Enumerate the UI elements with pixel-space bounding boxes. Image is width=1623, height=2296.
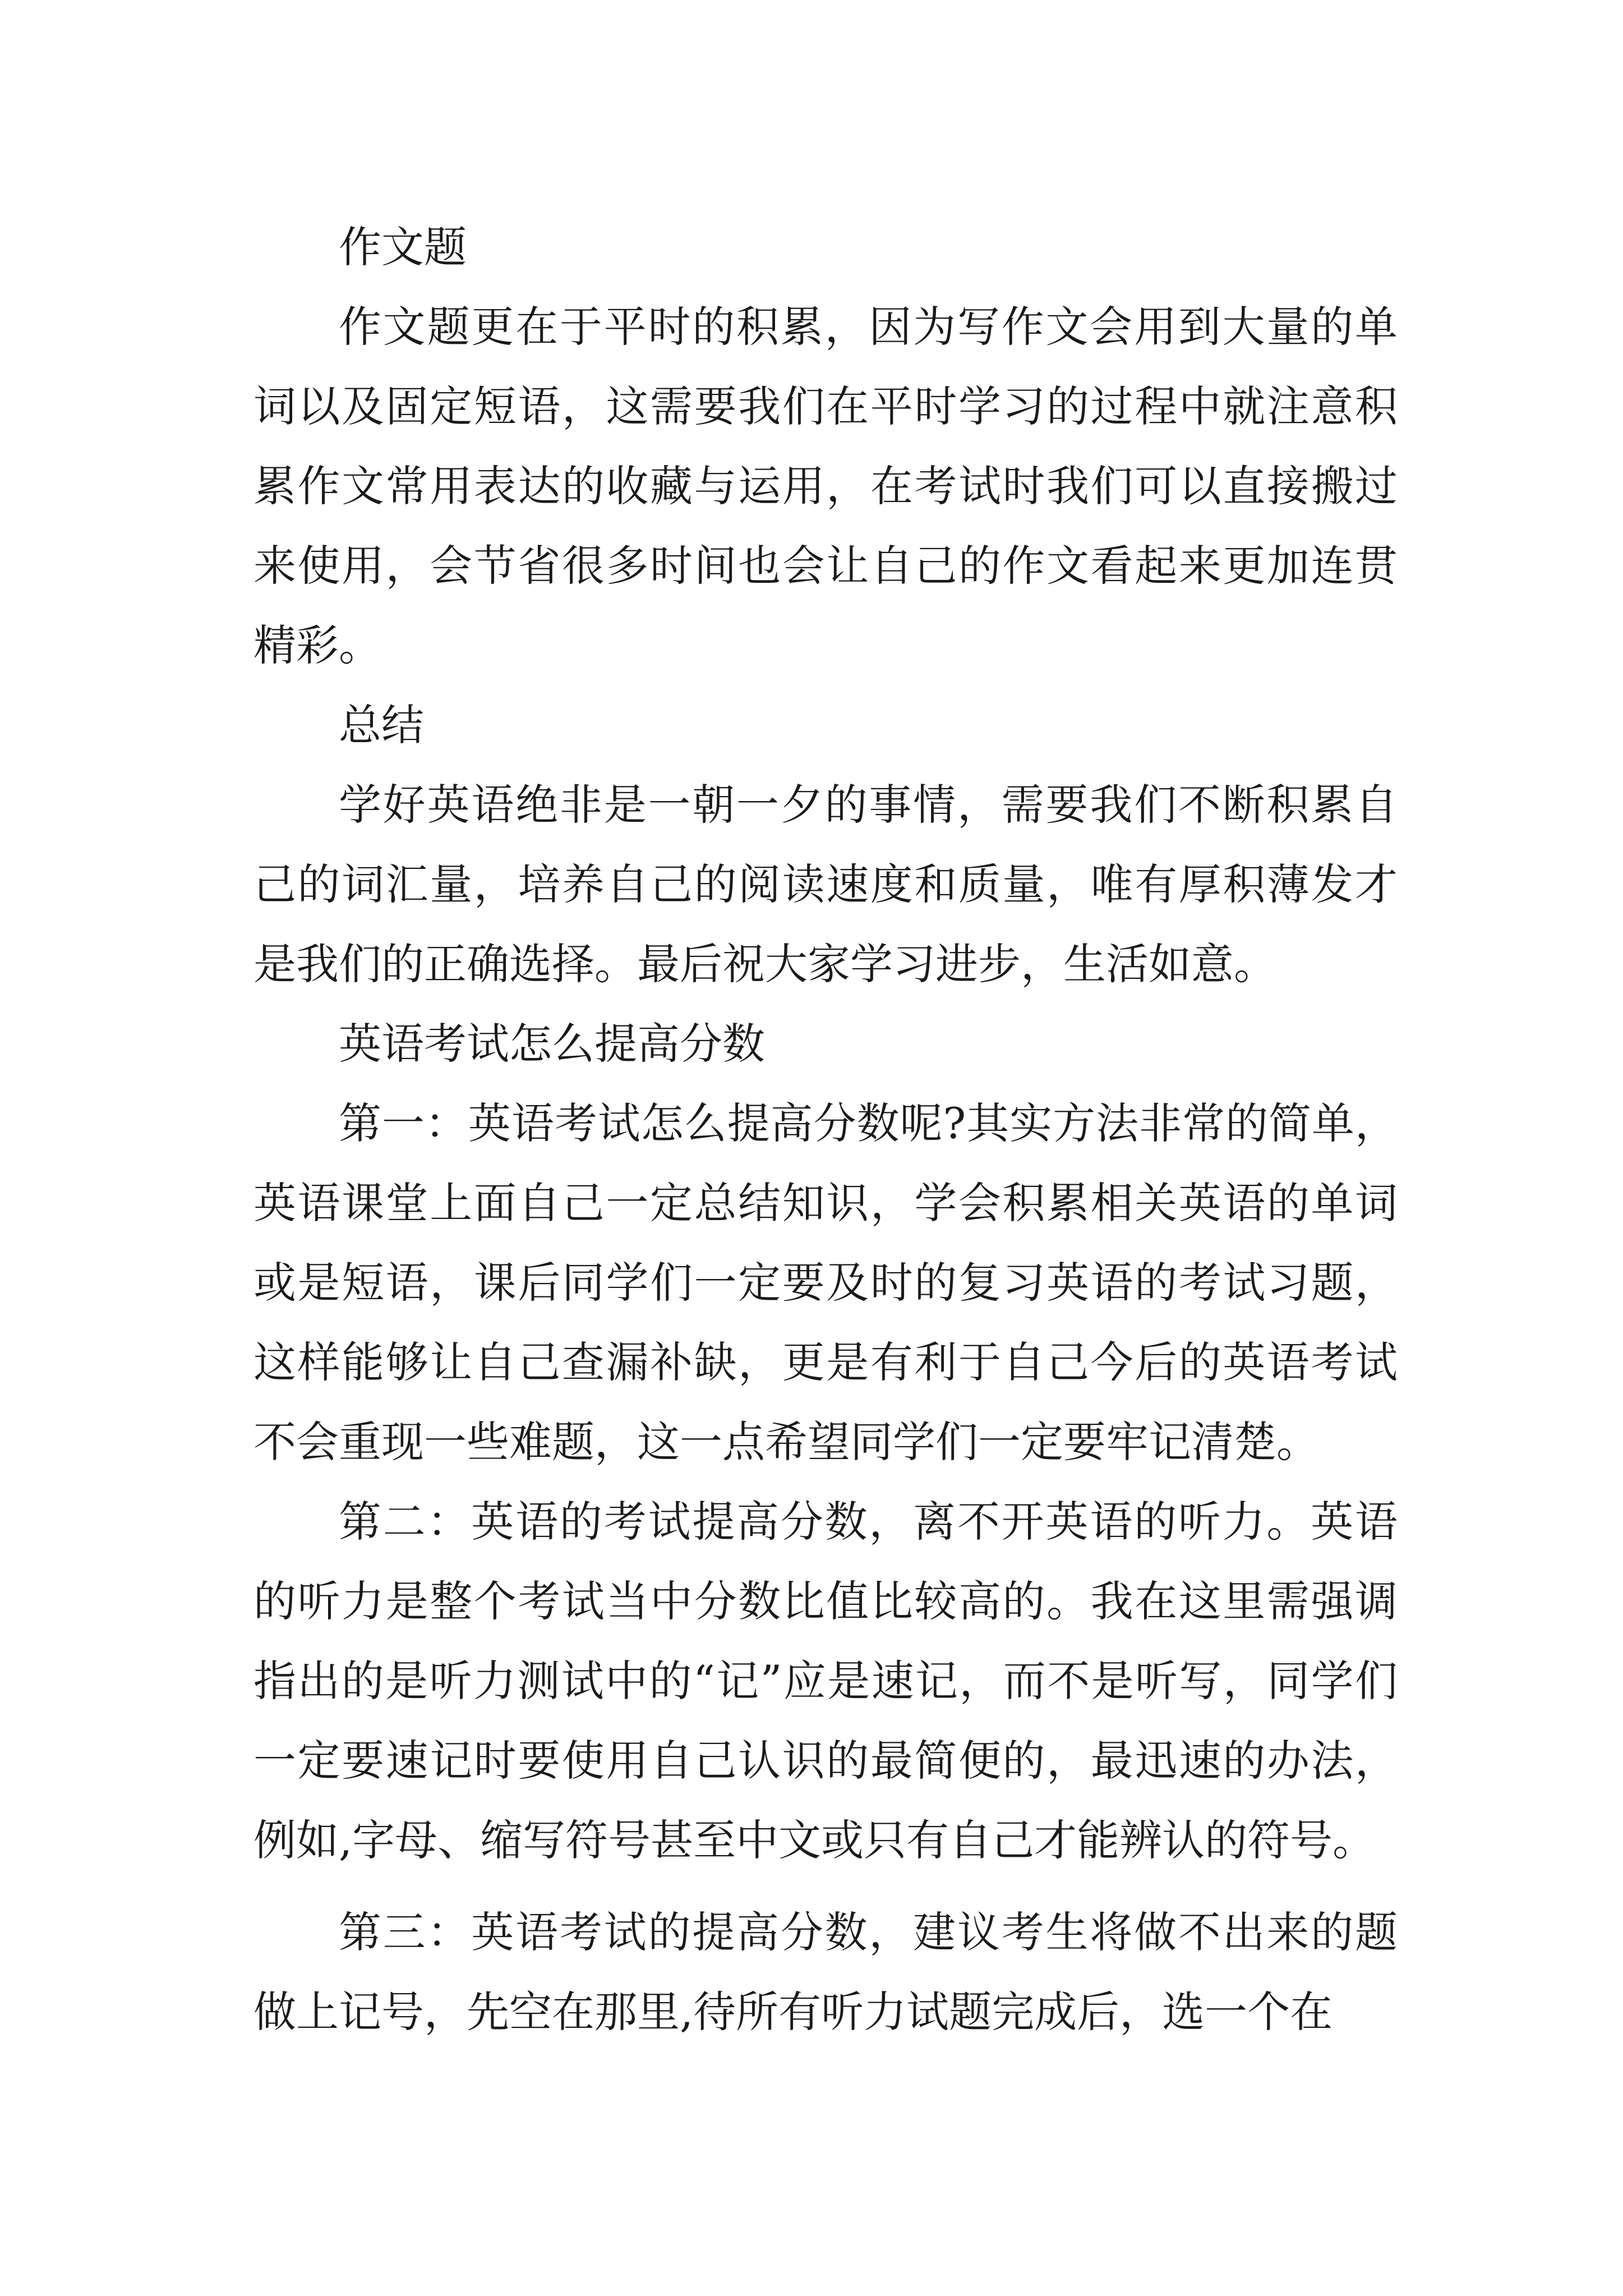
paragraph-second: 第二：英语的考试提高分数，离不开英语的听力。英语的听力是整个考试当中分数比值比较高的。我在这里需强调指出的是听力测试中的“记”应是速记，而不是听写，同学们一定要速记时要使用自己认识的最简便的，最迅速的办法，例如,字母、缩写符号甚至中文或只有自己才能辨认的符号。 (253, 1497, 1398, 1865)
paragraph-essay: 作文题更在于平时的积累，因为写作文会用到大量的单词以及固定短语，这需要我们在平时学习的过程中就注意积累作文常用表达的收藏与运用，在考试时我们可以直接搬过来使用，会节省很多时间也会让自己的作文看起来更加连贯精彩。 (253, 302, 1398, 670)
heading-essay: 作文题 (339, 222, 467, 272)
paragraph-third: 第三：英语考试的提高分数，建议考生将做不出来的题做上记号，先空在那里,待所有听力试题完成后，选一个在 (253, 1907, 1398, 2037)
paragraph-first: 第一：英语考试怎么提高分数呢?其实方法非常的简单，英语课堂上面自己一定总结知识，学会积累相关英语的单词或是短语，课后同学们一定要及时的复习英语的考试习题，这样能够让自己查漏补缺，更是有利于自己今后的英语考试不会重现一些难题，这一点希望同学们一定要牢记清楚。 (253, 1098, 1398, 1467)
document-body (253, 208, 1398, 2052)
heading-improve-score: 英语考试怎么提高分数 (339, 1019, 765, 1069)
paragraph-summary: 学好英语绝非是一朝一夕的事情，需要我们不断积累自己的词汇量，培养自己的阅读速度和质量，唯有厚积薄发才是我们的正确选择。最后祝大家学习进步，生活如意。 (253, 780, 1398, 989)
heading-summary: 总结 (339, 700, 424, 750)
